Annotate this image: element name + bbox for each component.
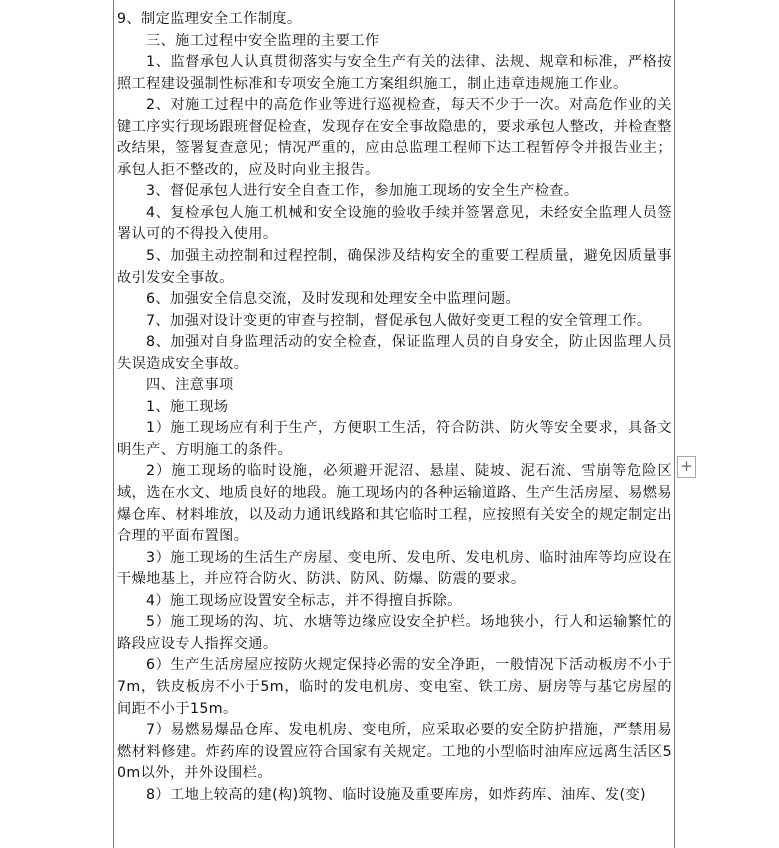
subsection-heading: 1、施工现场 <box>146 398 229 415</box>
paragraph: 5）施工现场的沟、坑、水塘等边缘应设安全护栏。场地狭小，行人和运输繁忙的路段应设专人指挥交通。 <box>117 614 672 652</box>
paragraph: 6、加强安全信息交流，及时发现和处理安全中监理问题。 <box>146 291 521 308</box>
paragraph: 6）生产生活房屋应按防火规定保持必需的安全净距，一般情况下活动板房不小于7m，铁皮板房不小于5m，临时的发电机房、变电室、铁工房、厨房等与基它房屋的间距不小于15m。 <box>117 657 672 717</box>
document-body <box>117 9 672 806</box>
paragraph: 2）施工现场的临时设施，必须避开泥沼、悬崖、陡坡、泥石流、雪崩等危险区域，选在水文、地质良好的地段。施工现场内的各种运输道路、生产生活房屋、易燃易爆仓库、材料堆放，以及动力通讯线路和其它临时工程，应按照有关安全的规定制定出合理的平面布置图。 <box>117 463 672 545</box>
section-heading: 三、施工过程中安全监理的主要工作 <box>146 32 380 49</box>
paragraph: 5、加强主动控制和过程控制，确保涉及结构安全的重要工程质量，避免因质量事故引发安全事故。 <box>117 248 672 286</box>
paragraph: 3）施工现场的生活生产房屋、变电所、发电所、发电机房、临时油库等均应设在干燥地基上，并应符合防火、防洪、防风、防爆、防震的要求。 <box>117 549 672 588</box>
paragraph: 1、监督承包人认真贯彻落实与安全生产有关的法律、法规、规章和标准，严格按照工程建设强制性标准和专项安全施工方案组织施工，制止违章违规施工作业。 <box>117 54 672 92</box>
plus-icon: + <box>680 457 693 475</box>
add-row-button[interactable] <box>677 456 696 478</box>
paragraph: 7、加强对设计变更的审查与控制，督促承包人做好变更工程的安全管理工作。 <box>146 312 652 329</box>
paragraph: 9、制定监理安全工作制度。 <box>117 11 302 27</box>
paragraph: 4）施工现场应设置安全标志，并不得擅自拆除。 <box>146 592 462 609</box>
paragraph: 8）工地上较高的建(构)筑物、临时设施及重要库房，如炸药库、油库、发(变) <box>146 786 646 803</box>
paragraph: 7）易燃易爆品仓库、发电机房、变电所，应采取必要的安全防护措施，严禁用易燃材料修建。炸药库的设置应符合国家有关规定。工地的小型临时油库应远离生活区50m以外，并外设围栏。 <box>117 722 672 782</box>
paragraph: 1）施工现场应有利于生产，方便职工生活，符合防洪、防火等安全要求，具备文明生产、方明施工的条件。 <box>117 420 672 458</box>
paragraph: 2、对施工过程中的高危作业等进行巡视检查，每天不少于一次。对高危作业的关键工序实行现场跟班督促检查，发现存在安全事故隐患的，要求承包人整改，并检查整改结果，签署复查意见；情况严重的，应由总监理工程师下达工程暂停令并报告业主；承包人拒不整改的，应及时向业主报告。 <box>117 97 672 178</box>
paragraph: 3、督促承包人进行安全自查工作，参加施工现场的安全生产检查。 <box>146 183 579 200</box>
paragraph: 8、加强对自身监理活动的安全检查，保证监理人员的自身安全，防止因监理人员失误造成安全事故。 <box>117 334 672 372</box>
section-heading: 四、注意事项 <box>146 377 234 394</box>
paragraph: 4、复检承包人施工机械和安全设施的验收手续并签署意见，未经安全监理人员签署认可的不得投入使用。 <box>117 204 672 243</box>
